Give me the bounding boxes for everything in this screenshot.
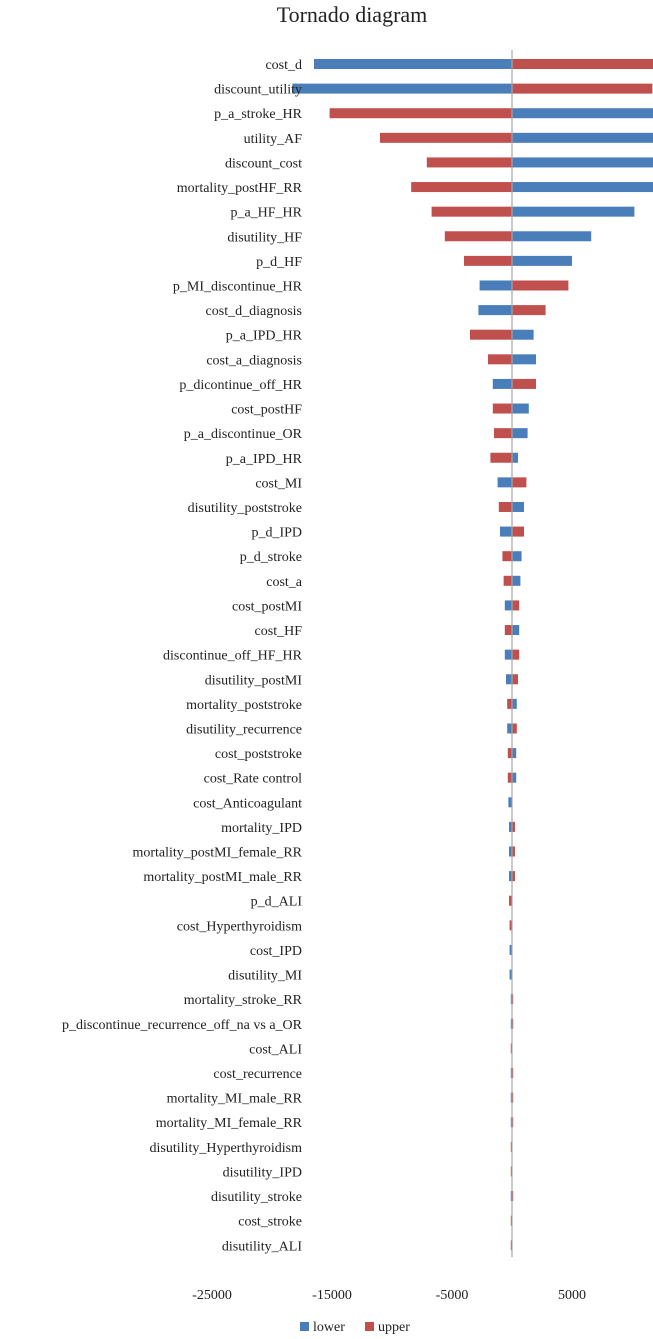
- bar-upper-1: [512, 84, 652, 94]
- bar-lower-11: [512, 330, 534, 340]
- bars-group: [292, 59, 653, 1250]
- category-label-0: cost_d: [265, 58, 302, 73]
- legend-lower-swatch: [300, 1322, 309, 1331]
- bar-lower-12: [512, 354, 536, 364]
- category-label-31: mortality_IPD: [221, 820, 302, 836]
- category-label-44: disutility_Hyperthyroidism: [149, 1140, 302, 1156]
- bar-lower-0: [314, 59, 512, 69]
- bar-upper-4: [427, 157, 512, 167]
- bar-lower-21: [512, 576, 520, 586]
- category-label-46: disutility_stroke: [211, 1190, 302, 1206]
- category-label-16: p_a_IPD_HR: [225, 451, 302, 467]
- category-label-2: p_a_stroke_HR: [214, 107, 302, 123]
- x-tick-label-1: -15000: [312, 1288, 352, 1303]
- category-label-35: cost_Hyperthyroidism: [176, 919, 302, 935]
- category-label-1: discount_utility: [214, 82, 302, 98]
- bar-upper-9: [512, 280, 568, 290]
- category-label-39: p_discontinue_recurrence_off_na vs a_OR: [62, 1017, 302, 1033]
- bar-upper-12: [488, 354, 512, 364]
- bar-lower-14: [512, 404, 529, 414]
- bar-upper-0: [512, 59, 653, 69]
- category-label-42: mortality_MI_male_RR: [166, 1091, 302, 1107]
- category-label-37: disutility_MI: [228, 968, 302, 984]
- legend: [300, 1320, 410, 1335]
- category-label-7: disutility_HF: [227, 230, 302, 246]
- bar-upper-19: [512, 527, 524, 537]
- bar-lower-28: [512, 748, 516, 758]
- bar-upper-2: [330, 108, 512, 118]
- category-label-20: p_d_stroke: [239, 550, 302, 566]
- bar-upper-15: [494, 428, 512, 438]
- legend-upper-label: upper: [378, 1320, 410, 1335]
- bar-lower-5: [512, 182, 653, 192]
- category-label-30: cost_Anticoagulant: [193, 796, 302, 812]
- bar-upper-17: [512, 477, 526, 487]
- bar-lower-17: [498, 477, 512, 487]
- bar-upper-27: [512, 723, 517, 733]
- category-label-38: mortality_stroke_RR: [183, 993, 302, 1009]
- legend-lower-label: lower: [313, 1320, 345, 1335]
- bar-lower-20: [512, 551, 522, 561]
- category-label-41: cost_recurrence: [213, 1067, 302, 1083]
- bar-upper-18: [499, 502, 512, 512]
- bar-upper-22: [512, 600, 519, 610]
- bar-lower-4: [512, 157, 653, 167]
- bar-lower-13: [493, 379, 512, 389]
- category-label-3: utility_AF: [243, 131, 302, 147]
- bar-lower-29: [512, 773, 516, 783]
- bar-lower-6: [512, 207, 634, 217]
- category-label-24: discontinue_off_HF_HR: [163, 648, 302, 664]
- category-label-6: p_a_HF_HR: [230, 205, 302, 221]
- category-label-14: cost_postHF: [231, 402, 302, 418]
- bar-upper-25: [512, 674, 518, 684]
- bar-upper-5: [411, 182, 512, 192]
- bar-upper-13: [512, 379, 536, 389]
- bar-lower-8: [512, 256, 572, 266]
- bar-upper-7: [445, 231, 512, 241]
- category-label-45: disutility_IPD: [222, 1165, 302, 1181]
- category-label-36: cost_IPD: [249, 943, 302, 959]
- bar-lower-3: [512, 133, 653, 143]
- category-label-47: cost_stroke: [238, 1214, 302, 1230]
- category-label-48: disutility_ALI: [221, 1239, 302, 1255]
- bar-lower-25: [506, 674, 512, 684]
- bar-upper-11: [470, 330, 512, 340]
- bar-upper-28: [508, 748, 512, 758]
- bar-upper-3: [380, 133, 512, 143]
- bar-lower-27: [507, 723, 512, 733]
- bar-lower-18: [512, 502, 524, 512]
- category-label-8: p_d_HF: [256, 254, 302, 270]
- bar-upper-16: [490, 453, 512, 463]
- bar-upper-14: [493, 404, 512, 414]
- bar-upper-23: [505, 625, 512, 635]
- x-tick-label-2: -5000: [435, 1288, 469, 1303]
- x-tick-labels-group: [192, 1288, 653, 1303]
- x-tick-label-3: 5000: [558, 1288, 586, 1303]
- category-label-26: mortality_poststroke: [186, 697, 302, 713]
- category-label-22: cost_postMI: [232, 599, 302, 615]
- category-label-23: cost_HF: [254, 624, 302, 640]
- category-labels-group: [62, 58, 303, 1254]
- bar-upper-26: [507, 699, 512, 709]
- category-label-5: mortality_postHF_RR: [176, 181, 302, 197]
- category-label-28: cost_poststroke: [214, 747, 302, 763]
- bar-lower-9: [480, 280, 512, 290]
- category-label-25: disutility_postMI: [204, 673, 302, 689]
- category-label-13: p_dicontinue_off_HR: [179, 377, 302, 393]
- category-label-19: p_d_IPD: [251, 525, 302, 541]
- bar-upper-24: [512, 650, 519, 660]
- category-label-27: disutility_recurrence: [186, 722, 302, 738]
- bar-upper-20: [502, 551, 512, 561]
- category-label-21: cost_a: [266, 574, 302, 590]
- bar-upper-6: [432, 207, 512, 217]
- bar-lower-24: [505, 650, 512, 660]
- category-label-12: cost_a_diagnosis: [206, 353, 302, 369]
- bar-lower-7: [512, 231, 591, 241]
- bar-upper-29: [508, 773, 512, 783]
- bar-lower-10: [478, 305, 512, 315]
- x-tick-label-0: -25000: [192, 1288, 232, 1303]
- bar-lower-1: [292, 84, 512, 94]
- chart-title: Tornado diagram: [276, 2, 428, 27]
- category-label-43: mortality_MI_female_RR: [155, 1116, 302, 1132]
- category-label-18: disutility_poststroke: [187, 500, 302, 516]
- category-label-29: cost_Rate control: [203, 771, 302, 787]
- legend-upper-swatch: [365, 1322, 374, 1331]
- category-label-10: cost_d_diagnosis: [205, 304, 302, 320]
- category-label-15: p_a_discontinue_OR: [183, 427, 302, 443]
- bar-lower-19: [500, 527, 512, 537]
- bar-lower-2: [512, 108, 653, 118]
- bar-lower-26: [512, 699, 517, 709]
- category-label-11: p_a_IPD_HR: [225, 328, 302, 344]
- category-label-32: mortality_postMI_female_RR: [132, 845, 302, 861]
- category-label-4: discount_cost: [225, 156, 302, 172]
- bar-lower-15: [512, 428, 528, 438]
- bar-upper-10: [512, 305, 546, 315]
- category-label-17: cost_MI: [255, 476, 302, 492]
- category-label-33: mortality_postMI_male_RR: [143, 870, 302, 886]
- bar-lower-23: [512, 625, 519, 635]
- bar-lower-22: [505, 600, 512, 610]
- category-label-9: p_MI_discontinue_HR: [172, 279, 302, 295]
- bar-upper-8: [464, 256, 512, 266]
- category-label-34: p_d_ALI: [250, 894, 302, 910]
- bar-lower-16: [512, 453, 518, 463]
- category-label-40: cost_ALI: [249, 1042, 302, 1058]
- bar-upper-21: [504, 576, 512, 586]
